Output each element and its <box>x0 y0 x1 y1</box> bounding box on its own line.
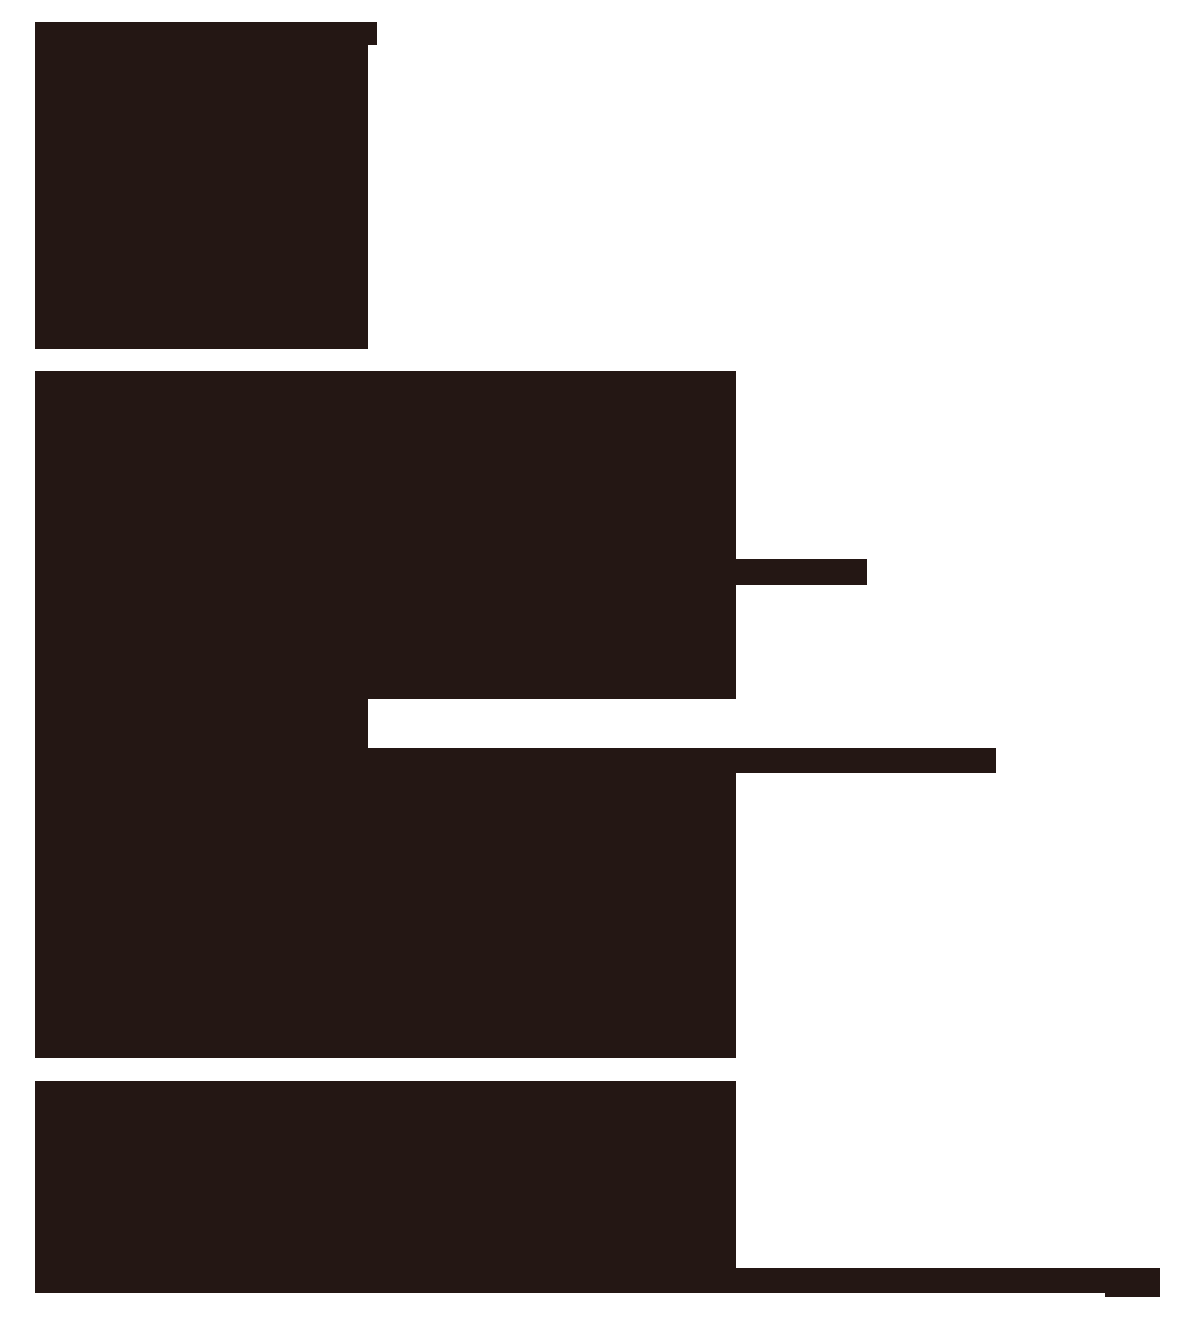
middle-block-rect <box>736 559 867 585</box>
top-left-block-rect <box>35 22 368 349</box>
bottom-block-rect <box>1105 1293 1160 1297</box>
middle-block-rect <box>35 699 368 748</box>
middle-block-rect <box>35 748 996 773</box>
bottom-block-rect <box>35 1081 736 1268</box>
top-left-block-rect <box>368 22 377 45</box>
middle-block-rect <box>35 371 736 699</box>
middle-block-rect <box>35 773 736 1058</box>
bottom-block-rect <box>35 1268 1160 1293</box>
